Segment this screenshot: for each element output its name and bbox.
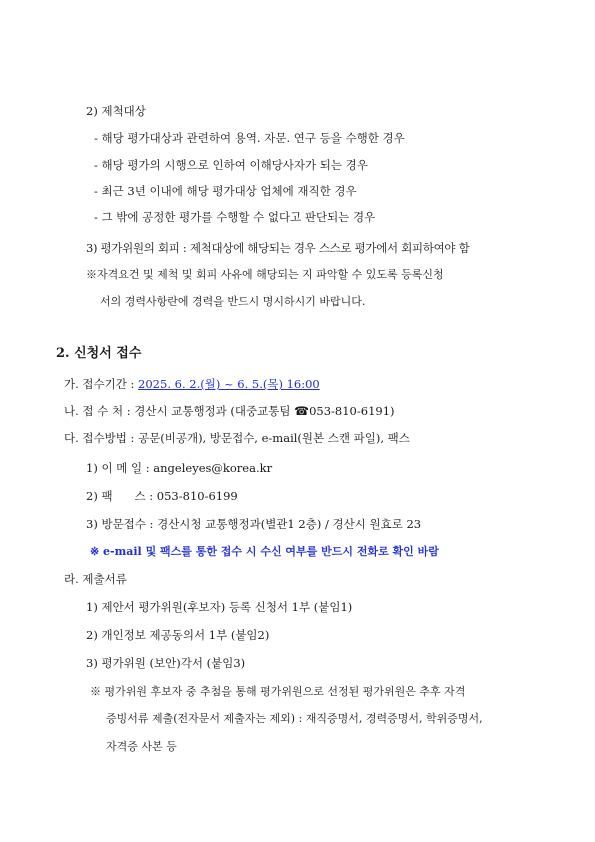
docs-note-cont: 자격증 사본 등 [106, 740, 177, 753]
doc-item: 1) 제안서 평가위원(후보자) 등록 신청서 1부 (붙임1) [86, 600, 353, 614]
phone-icon: ☎ [294, 404, 310, 418]
period-row [64, 376, 320, 392]
fax-row: 2) 팩 스 : 053-810-6199 [86, 489, 238, 503]
method-row: 다. 접수방법 : 공문(비공개), 방문접수, e-mail(원본 스캔 파일), 팩스 [64, 431, 410, 445]
period-label: 가. 접수기간 : [64, 377, 139, 391]
avoidance-rule: 3) 평가위원의 회피 : 제척대상에 해당되는 경우 스스로 평가에서 회피하여야 함 [86, 241, 470, 255]
exclusion-item: - 해당 평가의 시행으로 인하여 이해당사자가 되는 경우 [94, 158, 368, 172]
confirm-warning: ※ e-mail 및 팩스를 통한 접수 시 수신 여부를 반드시 전화로 확인 바람 [90, 545, 439, 558]
email-row: 1) 이 메 일 : angeleyes@korea.kr [86, 461, 273, 475]
exclusion-item: - 최근 3년 이내에 해당 평가대상 업체에 재직한 경우 [94, 184, 357, 198]
doc-item: 3) 평가위원 (보안)각서 (붙임3) [86, 656, 246, 670]
qualification-note: ※자격요건 및 제척 및 회피 사유에 해당되는 지 파악할 수 있도록 등록신청 [86, 268, 444, 281]
docs-note-cont: 증빙서류 제출(전자문서 제출자는 제외) : 재직증명서, 경력증명서, 학위증명서, [106, 712, 483, 725]
section-title: 2. 신청서 접수 [56, 346, 142, 361]
period-value: 2025. 6. 2.(월) ~ 6. 5.(목) 16:00 [138, 377, 320, 391]
exclusion-item: - 그 밖에 공정한 평가를 수행할 수 없다고 판단되는 경우 [94, 210, 376, 224]
place-phone: 053-810-6191) [309, 404, 395, 418]
doc-item: 2) 개인정보 제공동의서 1부 (붙임2) [86, 628, 270, 642]
exclusion-heading: 2) 제척대상 [86, 104, 146, 118]
qualification-note-cont: 서의 경력사항란에 경력을 반드시 명시하시기 바랍니다. [100, 295, 366, 308]
place-row [64, 403, 395, 419]
visit-row: 3) 방문접수 : 경산시청 교통행정과(별관1 2층) / 경산시 원효로 23 [86, 517, 422, 531]
docs-note: ※ 평가위원 후보자 중 추첨을 통해 평가위원으로 선정된 평가위원은 추후 자격 [90, 685, 466, 698]
place-label: 나. 접 수 처 : 경산시 교통행정과 (대중교통팀 [64, 404, 295, 418]
exclusion-item: - 해당 평가대상과 관련하여 용역. 자문. 연구 등을 수행한 경우 [94, 131, 405, 145]
docs-title: 라. 제출서류 [64, 572, 127, 586]
